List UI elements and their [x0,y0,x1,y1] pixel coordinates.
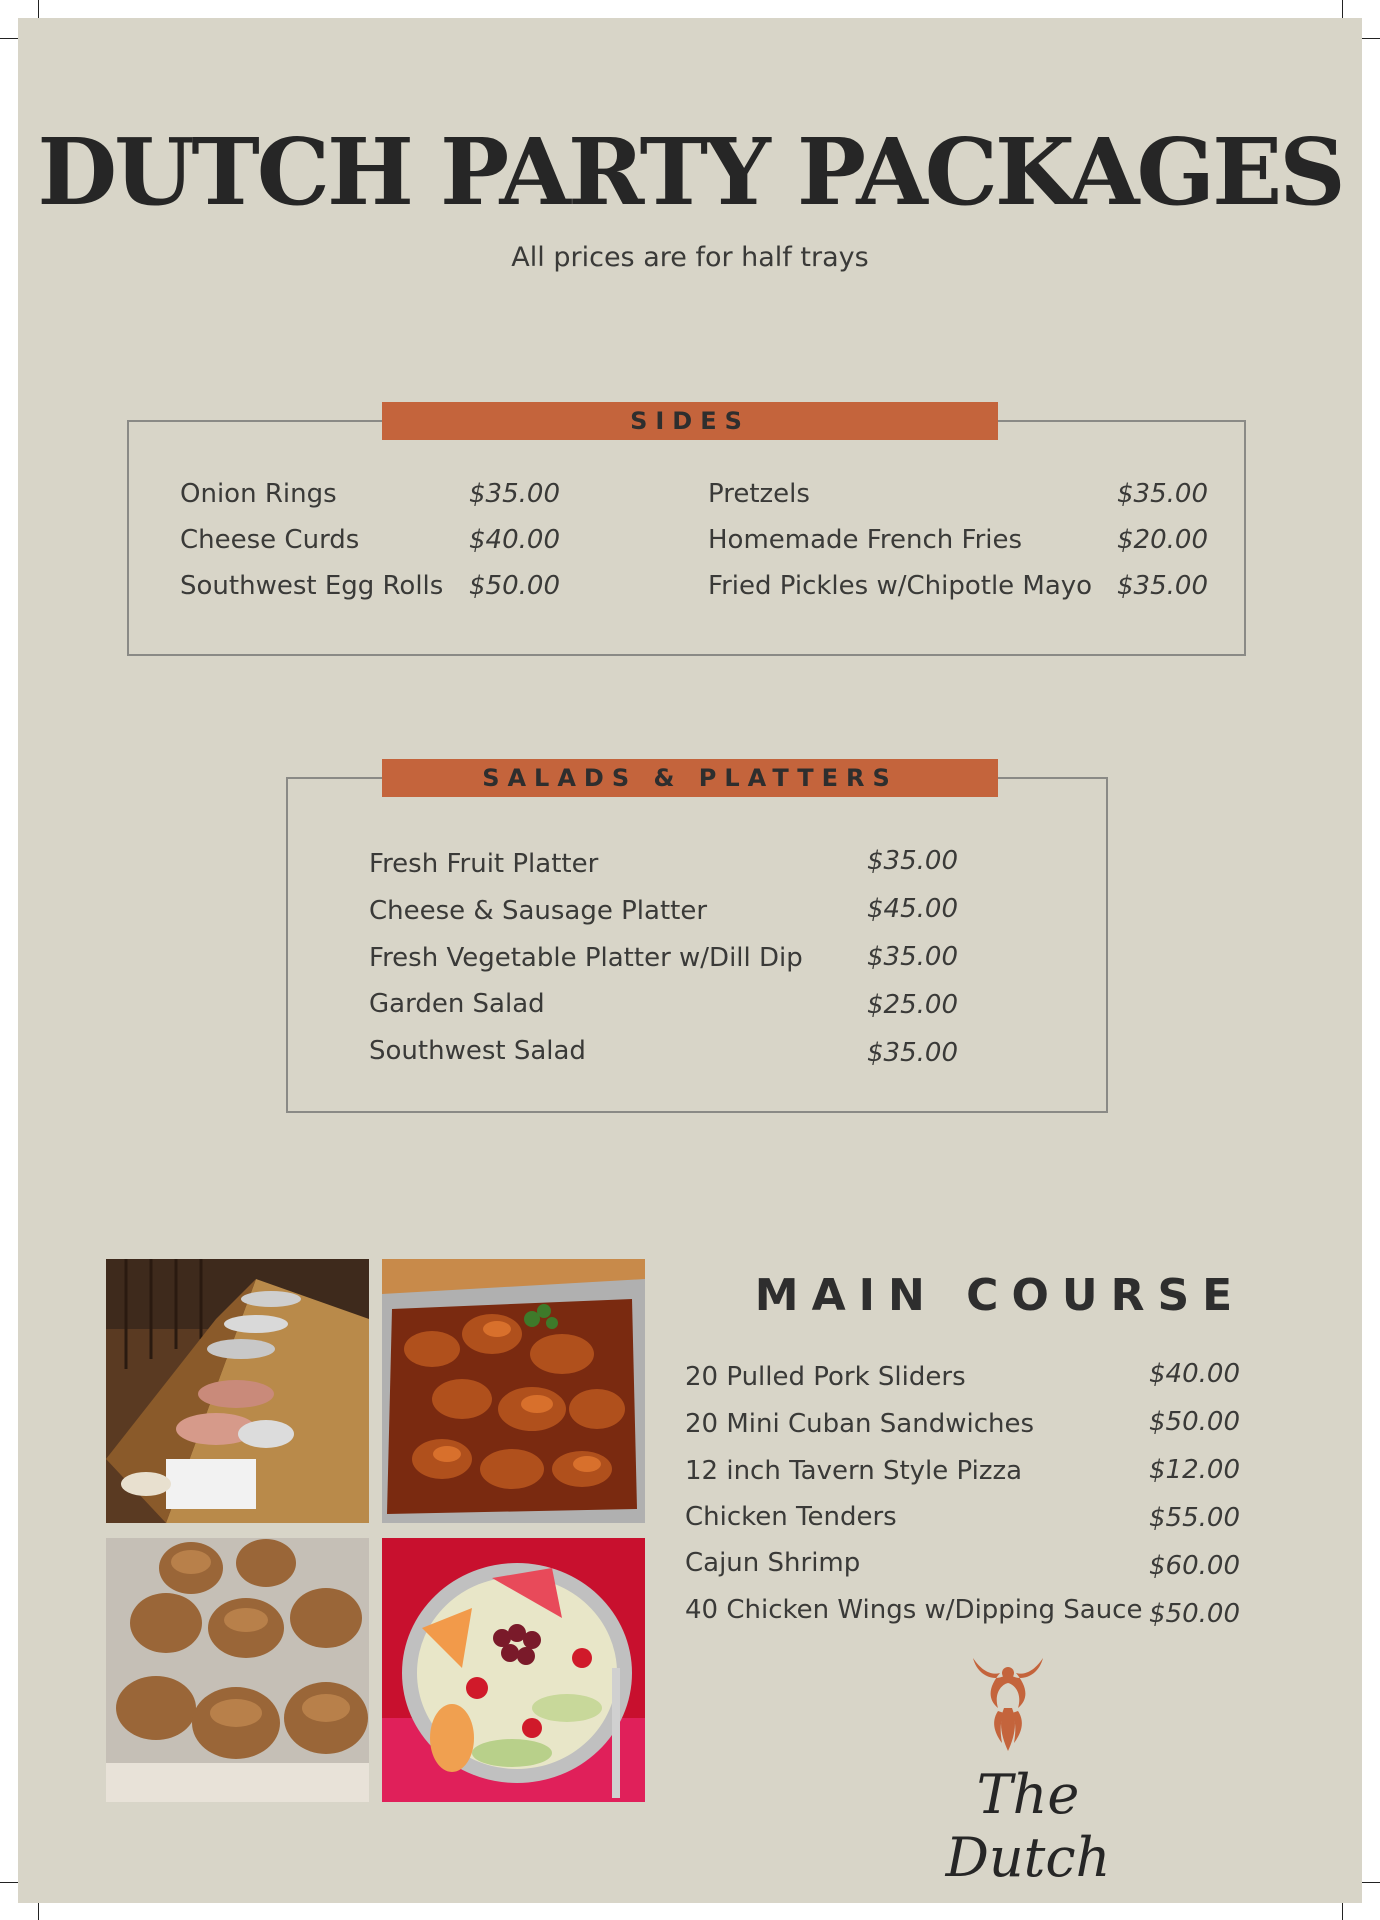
buffet-table-photo [106,1259,369,1523]
salads-item-name: Garden Salad [369,989,545,1019]
salads-item-name: Fresh Vegetable Platter w/Dill Dip [369,943,803,973]
sides-item-price: $20.00 [1117,525,1208,555]
salads-item-price: $35.00 [867,1038,958,1068]
crop-mark [1362,38,1380,39]
page-title: DUTCH PARTY PACKAGES [37,118,1343,226]
page-subtitle: All prices are for half trays [511,242,869,273]
sides-heading: SIDES [382,402,998,440]
chicken-wings-photo [382,1259,645,1523]
logo-text: The Dutch [945,1763,1111,1889]
salads-item-price: $25.00 [867,990,958,1020]
crop-mark [38,1903,39,1920]
main-item-name: 12 inch Tavern Style Pizza [685,1456,1023,1486]
salads-item-name: Fresh Fruit Platter [369,849,599,879]
main-item-name: 20 Mini Cuban Sandwiches [685,1409,1035,1439]
sides-item-name: Pretzels [708,479,810,509]
sides-item-name: Homemade French Fries [708,525,1023,555]
sides-item-price: $35.00 [1117,479,1208,509]
salads-heading: SALADS & PLATTERS [382,759,998,797]
crop-mark [0,38,18,39]
sides-item-name: Fried Pickles w/Chipotle Mayo [708,571,1093,601]
main-item-price: $55.00 [1149,1503,1240,1533]
sides-item-price: $50.00 [469,571,560,601]
sides-item-name: Onion Rings [180,479,337,509]
main-item-name: Cajun Shrimp [685,1548,861,1578]
main-item-price: $60.00 [1149,1551,1240,1581]
main-item-name: Chicken Tenders [685,1502,897,1532]
main-item-price: $50.00 [1149,1407,1240,1437]
phoenix-icon [968,1653,1048,1753]
main-item-name: 20 Pulled Pork Sliders [685,1362,966,1392]
crop-mark [1342,1903,1343,1920]
salads-item-name: Southwest Salad [369,1036,586,1066]
crop-mark [0,1882,18,1883]
sides-item-price: $40.00 [469,525,560,555]
main-item-price: $40.00 [1149,1359,1240,1389]
crop-mark [38,0,39,18]
sides-item-name: Cheese Curds [180,525,360,555]
fruit-platter-photo [382,1538,645,1802]
sides-item-name: Southwest Egg Rolls [180,571,444,601]
salads-item-name: Cheese & Sausage Platter [369,896,708,926]
main-item-price: $50.00 [1149,1599,1240,1629]
salads-item-price: $35.00 [867,942,958,972]
sliders-photo [106,1538,369,1802]
salads-item-price: $35.00 [867,846,958,876]
main-item-name: 40 Chicken Wings w/Dipping Sauce [685,1595,1143,1625]
sides-item-price: $35.00 [1117,571,1208,601]
main-item-price: $12.00 [1149,1455,1240,1485]
menu-page [18,18,1362,1903]
crop-mark [1342,0,1343,18]
main-course-heading: MAIN COURSE [754,1270,1246,1321]
crop-mark [1362,1882,1380,1883]
sides-item-price: $35.00 [469,479,560,509]
salads-item-price: $45.00 [867,894,958,924]
